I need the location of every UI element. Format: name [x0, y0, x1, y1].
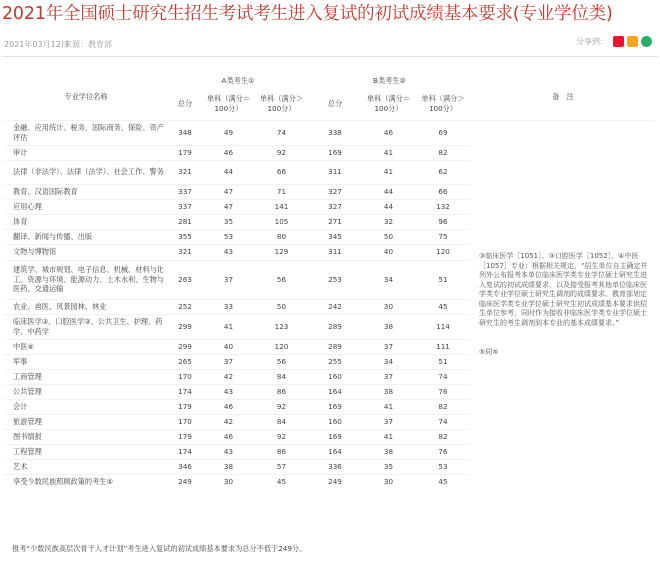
program-name: 享受少数民族照顾政策的考生⑤: [13, 477, 113, 486]
header-name: 专业学位名称: [64, 92, 108, 101]
score-b-total: 289: [328, 321, 342, 331]
score-b-total: 289: [328, 341, 342, 351]
program-name: 会计: [13, 401, 28, 411]
score-a-total: 174: [178, 446, 192, 456]
score-a-single-gt100: 56: [276, 356, 287, 366]
qzone-share-icon[interactable]: [627, 36, 638, 47]
program-name: 工商管理: [13, 371, 42, 381]
score-a-total: 281: [178, 216, 192, 226]
score-b-single100: 41: [383, 147, 394, 157]
score-b-single100: 44: [383, 186, 394, 196]
score-a-single-gt100: 92: [276, 401, 287, 411]
score-b-single100: 30: [383, 477, 394, 486]
score-a-total: 321: [178, 247, 192, 257]
score-b-single-gt100: 82: [438, 147, 448, 157]
page-title: 2021年全国硕士研究生招生考试考生进入复试的初试成绩基本要求(专业学位类): [2, 4, 613, 24]
score-b-single-gt100: 51: [438, 274, 448, 284]
score-a-single-gt100: 86: [276, 446, 287, 456]
score-b-single-gt100: 82: [438, 401, 448, 411]
score-b-single-gt100: 96: [438, 216, 448, 226]
score-b-single100: 38: [383, 386, 394, 396]
score-b-single100: 41: [383, 401, 394, 411]
score-a-single100: 37: [223, 356, 234, 366]
program-name: 审计: [13, 147, 28, 157]
score-a-single100: 38: [223, 461, 234, 471]
share-label: 分享到：: [576, 37, 608, 46]
score-b-total: 169: [328, 431, 342, 441]
program-name: 军事: [13, 356, 28, 366]
score-b-total: 164: [328, 386, 342, 396]
score-b-single-gt100: 120: [436, 247, 450, 257]
score-b-single-gt100: 66: [438, 186, 448, 196]
score-b-total: 242: [328, 301, 342, 311]
score-b-total: 271: [328, 216, 342, 226]
score-b-single100: 34: [383, 356, 394, 366]
score-a-single100: 41: [223, 321, 234, 331]
score-a-total: 348: [178, 127, 192, 137]
score-a-single100: 43: [223, 446, 234, 456]
program-name: 体育: [13, 216, 28, 226]
score-b-single-gt100: 75: [438, 231, 448, 241]
score-b-single100: 37: [383, 416, 394, 426]
score-b-total: 336: [328, 461, 342, 471]
score-b-total: 327: [328, 201, 342, 211]
score-b-single-gt100: 45: [438, 301, 448, 311]
score-a-single-gt100: 50: [276, 301, 287, 311]
score-a-single-gt100: 84: [276, 416, 287, 426]
title-divider: [2, 56, 658, 57]
score-b-single100: 30: [383, 301, 394, 311]
score-a-total: 170: [178, 416, 192, 426]
score-b-single100: 50: [383, 231, 394, 241]
score-b-total: 311: [328, 167, 342, 177]
score-b-single100: 46: [383, 127, 394, 137]
program-name: 临床医学③、口腔医学③、公共卫生、护理、药学、中药学: [13, 317, 163, 336]
program-name: 金融、应用统计、税务、国际商务、保险、资产评估: [13, 123, 164, 142]
score-b-single-gt100: 51: [438, 356, 448, 366]
score-a-single100: 42: [223, 371, 234, 381]
program-name: 建筑学、城市规划、电子信息、机械、材料与化工、资源与环境、能源动力、土木水利、生物与医药、交通运输: [13, 265, 164, 294]
score-b-single100: 41: [383, 167, 394, 177]
score-a-single100: 47: [223, 186, 234, 196]
wechat-share-icon[interactable]: [641, 36, 652, 47]
program-name: 公共管理: [13, 386, 42, 396]
score-a-total: 321: [178, 167, 192, 177]
score-b-single-gt100: 74: [438, 416, 448, 426]
score-a-single100: 53: [223, 231, 234, 241]
score-a-single-gt100: 45: [276, 477, 287, 486]
program-name: 农业、兽医、风景园林、林业: [13, 301, 107, 311]
score-a-single100: 46: [223, 401, 234, 411]
score-a-single-gt100: 84: [276, 371, 287, 381]
score-b-single100: 41: [383, 431, 394, 441]
weibo-share-icon[interactable]: [613, 36, 624, 47]
program-name: 旅游管理: [13, 416, 42, 426]
article-meta: [2, 36, 658, 52]
score-b-total: 311: [328, 247, 342, 257]
score-b-single100: 37: [383, 371, 394, 381]
score-b-single-gt100: 82: [438, 431, 448, 441]
header-b-single100: 单科（满分＝100分）: [366, 94, 411, 113]
score-b-single100: 40: [383, 247, 394, 257]
header-b-total: 总分: [327, 99, 343, 108]
score-a-total: 179: [178, 147, 192, 157]
score-a-single100: 35: [223, 216, 234, 226]
score-a-single100: 46: [223, 147, 234, 157]
score-b-single100: 38: [383, 321, 394, 331]
score-a-total: 299: [178, 341, 192, 351]
score-a-single-gt100: 105: [274, 216, 289, 226]
score-a-total: 337: [178, 201, 192, 211]
remark-ethnic: ⑤同⑤: [479, 348, 499, 356]
score-b-single100: 35: [383, 461, 394, 471]
score-a-single100: 46: [223, 431, 234, 441]
header-group-a: A类考生①: [221, 76, 255, 86]
score-a-single100: 37: [223, 274, 234, 284]
article-source: 来源：教育部: [64, 40, 112, 49]
score-b-total: 345: [328, 231, 342, 241]
score-b-single100: 38: [383, 446, 394, 456]
score-b-total: 160: [328, 416, 342, 426]
header-group-b: B类考生②: [373, 76, 406, 86]
program-name: 教育、汉语国际教育: [13, 186, 78, 196]
score-a-single100: 49: [223, 127, 234, 137]
score-b-total: 255: [328, 356, 342, 366]
program-name: 艺术: [13, 461, 28, 471]
header-a-single100: 单科（满分＝100分）: [206, 94, 251, 113]
score-b-single-gt100: 74: [438, 371, 448, 381]
score-a-total: 252: [178, 301, 192, 311]
header-b-single-gt100: 单科（满分＞100分）: [421, 94, 465, 113]
score-a-single-gt100: 56: [276, 274, 287, 284]
score-b-single100: 37: [383, 341, 394, 351]
score-a-total: 337: [178, 186, 192, 196]
score-a-total: 179: [178, 431, 192, 441]
score-a-single-gt100: 120: [274, 341, 289, 351]
score-a-total: 355: [178, 231, 192, 241]
score-a-single100: 43: [223, 247, 234, 257]
score-b-single-gt100: 114: [436, 321, 450, 331]
remark-clinical: ③临床医学［1051］、③口腔医学［1052］、④中医［1057］专业：根据相关规定，“招生单位自主确定并列外公布报考本单位临床医学类专业学位硕士研究生进入复试的初试成绩要求，以及接受报考其他单位临床医学类专业学位硕士研究生调剂的成绩要求。教育部划定临床医学类专业学位硕士研究生初试成绩基本要求供招生单位参考，同时作为接收非临床医学类专业学位硕士研究生的考生调剂到本专业的基本成绩要求。”: [479, 252, 648, 327]
score-table: [4, 74, 655, 489]
score-a-single100: 40: [223, 341, 234, 351]
score-a-total: 249: [178, 477, 192, 486]
program-name: 文物与博物馆: [13, 247, 57, 257]
score-a-single-gt100: 129: [274, 247, 289, 257]
score-a-single-gt100: 57: [276, 461, 287, 471]
header-a-single-gt100: 单科（满分＞100分）: [259, 94, 304, 113]
score-a-total: 265: [178, 356, 192, 366]
score-b-total: 253: [328, 274, 342, 284]
score-b-total: 327: [328, 186, 342, 196]
score-b-single-gt100: 45: [438, 477, 448, 486]
score-a-total: 346: [178, 461, 192, 471]
score-a-total: 179: [178, 401, 192, 411]
score-b-single-gt100: 132: [436, 201, 450, 211]
share-bar: [576, 36, 652, 47]
score-a-single-gt100: 92: [276, 147, 287, 157]
score-a-single-gt100: 80: [276, 231, 287, 241]
remarks-cell: [471, 120, 655, 489]
score-b-single-gt100: 76: [438, 386, 448, 396]
score-a-single-gt100: 92: [276, 431, 287, 441]
program-name: 工程管理: [13, 446, 42, 456]
score-a-single100: 30: [223, 477, 234, 486]
score-b-total: 249: [328, 477, 342, 486]
score-a-single-gt100: 66: [276, 167, 287, 177]
score-a-single100: 42: [223, 416, 234, 426]
score-a-single100: 33: [223, 301, 234, 311]
score-a-total: 263: [178, 274, 192, 284]
score-b-single-gt100: 62: [438, 167, 448, 177]
score-b-single100: 32: [383, 216, 394, 226]
score-a-single-gt100: 86: [276, 386, 287, 396]
score-a-single-gt100: 141: [274, 201, 289, 211]
score-a-single-gt100: 71: [276, 186, 287, 196]
header-a-total: 总分: [177, 99, 193, 108]
score-a-total: 299: [178, 321, 192, 331]
score-b-single-gt100: 111: [436, 341, 450, 351]
score-b-single-gt100: 53: [438, 461, 448, 471]
score-b-total: 169: [328, 401, 342, 411]
score-b-single-gt100: 76: [438, 446, 448, 456]
program-name: 翻译、新闻与传播、出版: [13, 231, 93, 241]
score-a-single100: 43: [223, 386, 234, 396]
program-name: 应用心理: [13, 201, 42, 211]
footnote: 报考“少数民族高层次骨干人才计划”考生进入复试的初试成绩基本要求为总分不低于249分。: [12, 544, 307, 553]
program-name: 图书情报: [13, 431, 42, 441]
program-name: 中医④: [13, 341, 34, 351]
score-b-single100: 34: [383, 274, 394, 284]
score-b-single-gt100: 69: [438, 127, 448, 137]
publish-date: 2021年03月12日: [4, 40, 69, 49]
score-b-total: 169: [328, 147, 342, 157]
score-a-single100: 44: [223, 167, 234, 177]
score-a-single100: 47: [223, 201, 234, 211]
score-a-total: 174: [178, 386, 192, 396]
score-a-total: 170: [178, 371, 192, 381]
score-b-total: 338: [328, 127, 342, 137]
score-b-single100: 44: [383, 201, 394, 211]
score-a-single-gt100: 74: [276, 127, 287, 137]
score-b-total: 164: [328, 446, 342, 456]
score-b-total: 160: [328, 371, 342, 381]
score-a-single-gt100: 123: [274, 321, 289, 331]
table-row: [4, 120, 655, 145]
program-name: 法律（非法学）、法律（法学）、社会工作、警务: [13, 167, 164, 177]
header-note: 备 注: [552, 92, 574, 101]
